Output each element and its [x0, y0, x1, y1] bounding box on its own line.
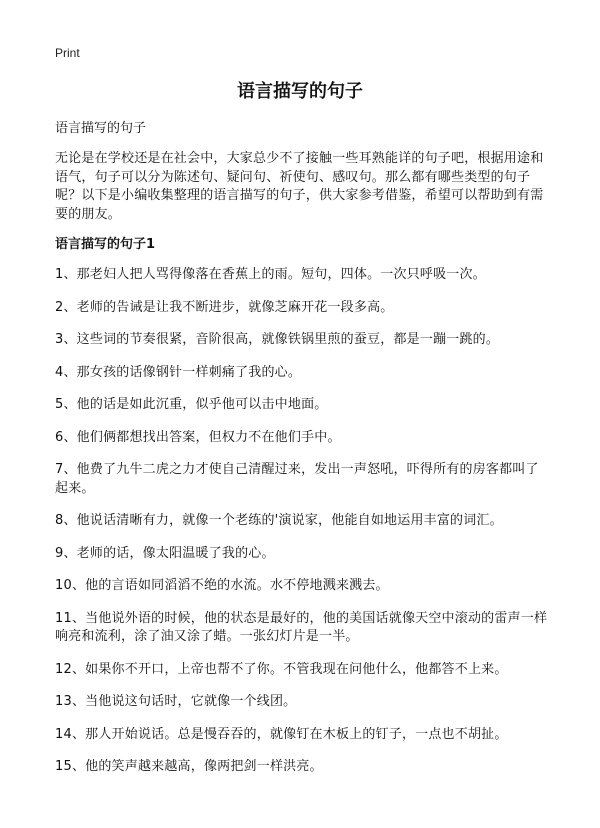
section-heading: 语言描写的句子1 [55, 237, 156, 252]
list-item: 7、他费了九牛二虎之力才使自己清醒过来，发出一声怒吼，吓得所有的房客都叫了起来。 [55, 462, 539, 496]
list-item: 15、他的笑声越来越高，像两把剑一样洪亮。 [55, 759, 323, 774]
subtitle: 语言描写的句子 [55, 121, 147, 136]
list-item: 9、老师的话，像太阳温暖了我的心。 [55, 545, 275, 561]
list-item: 8、他说话清晰有力，就像一个老练的'演说家，他能自如地运用丰富的词汇。 [55, 513, 503, 528]
list-item: 13、当他说这句话时，它就像一个线团。 [55, 694, 297, 709]
list-item: 12、如果你不开口，上帝也帮不了你。不管我现在问他什么，他都答不上来。 [55, 661, 508, 677]
list-item: 10、他的言语如同滔滔不绝的水流。水不停地溅来溅去。 [55, 578, 389, 593]
print-link[interactable]: Print [55, 46, 80, 60]
list-item: 3、这些词的节奏很紧，音阶很高，就像铁锅里煎的蚕豆，都是一蹦一跳的。 [55, 332, 500, 347]
list-item: 5、他的话是如此沉重，似乎他可以击中地面。 [55, 397, 328, 412]
page-title: 语言描写的句子 [237, 81, 363, 102]
list-item: 6、他们俩都想找出答案，但权力不在他们手中。 [55, 429, 341, 445]
list-item: 1、那老妇人把人骂得像落在香蕉上的雨。短句，四体。一次只呼吸一次。 [55, 267, 486, 282]
list-item: 2、老师的告诫是让我不断进步，就像芝麻开花一段多高。 [55, 299, 394, 315]
intro-paragraph: 无论是在学校还是在社会中，大家总少不了接触一些耳熟能详的句子吧，根据用途和语气，句子可以分为陈述句、疑问句、祈使句、感叹句。那么都有哪些类型的句子呢？以下是小编收集整理的语言描写的句子，供大家参考借鉴，希望可以帮助到有需要的朋友。 [55, 151, 544, 222]
list-item: 11、当他说外语的时候，他的状态是最好的，他的美国话就像天空中滚动的雷声一样响亮和流利，涂了油又涂了蜡。一张幻灯片是一半。 [55, 610, 548, 644]
list-item: 4、那女孩的话像钢针一样刺痛了我的心。 [55, 364, 302, 380]
list-item: 14、那人开始说话。总是慢吞吞的，就像钉在木板上的钉子，一点也不胡扯。 [55, 726, 508, 742]
sentence-list [55, 266, 550, 791]
